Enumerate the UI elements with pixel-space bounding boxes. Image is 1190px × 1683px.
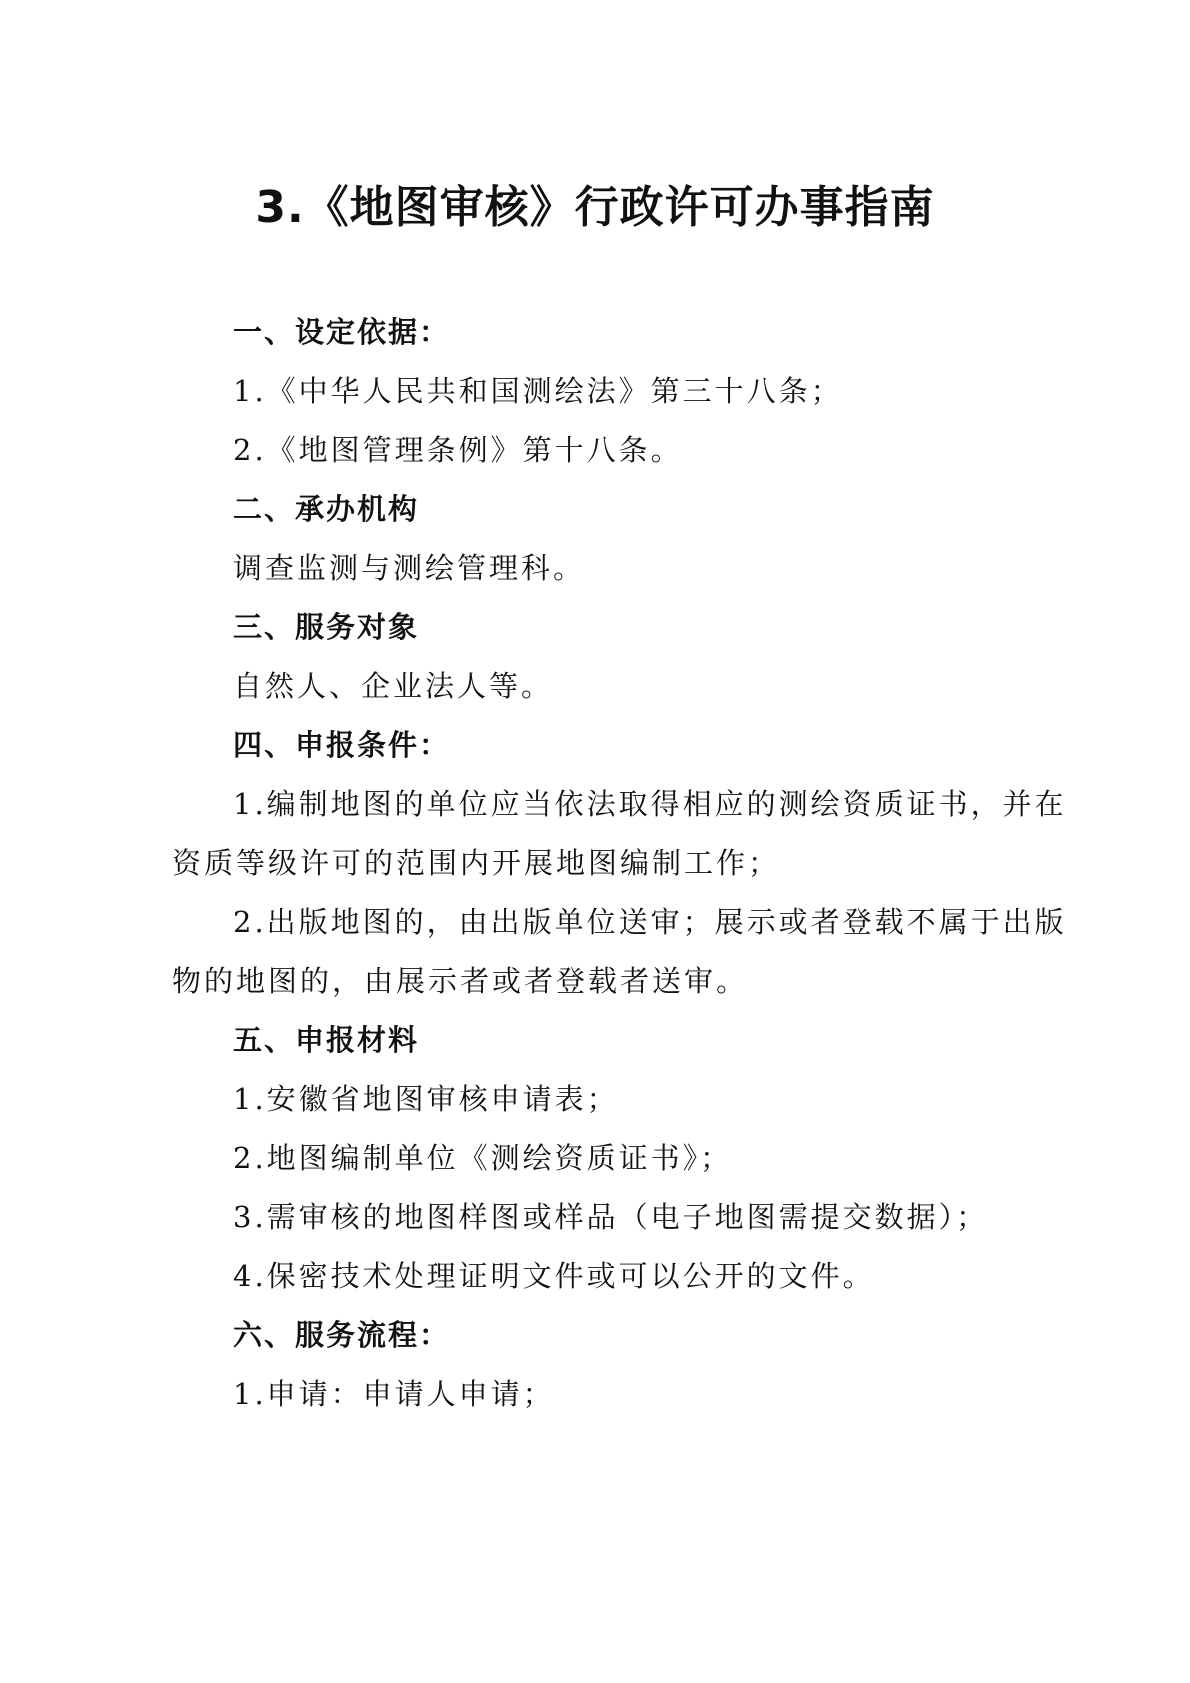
section-heading-conditions: 四、申报条件：	[233, 728, 451, 762]
condition-item-2-continued: 物的地图的，由展示者或者登载者送审。	[172, 964, 749, 998]
section-heading-agency: 二、承办机构	[233, 492, 420, 526]
material-item-3: 3.需审核的地图样图或样品（电子地图需提交数据）；	[233, 1200, 989, 1234]
material-item-1: 1.安徽省地图审核申请表；	[233, 1082, 619, 1116]
service-target-text: 自然人、企业法人等。	[233, 669, 554, 703]
section-heading-service-target: 三、服务对象	[233, 610, 420, 644]
material-item-2: 2.地图编制单位《测绘资质证书》；	[233, 1141, 733, 1175]
basis-item-1: 1.《中华人民共和国测绘法》第三十八条；	[233, 374, 843, 408]
section-heading-process: 六、服务流程：	[233, 1318, 451, 1352]
section-heading-basis: 一、设定依据：	[233, 315, 451, 349]
condition-item-2: 2.出版地图的，由出版单位送审；展示或者登载不属于出版	[233, 905, 1067, 939]
condition-item-1-continued: 资质等级许可的范围内开展地图编制工作；	[172, 846, 781, 880]
condition-item-1: 1.编制地图的单位应当依法取得相应的测绘资质证书，并在	[233, 787, 1067, 821]
document-title: 3.《地图审核》行政许可办事指南	[255, 182, 935, 233]
agency-text: 调查监测与测绘管理科。	[233, 551, 586, 585]
section-heading-materials: 五、申报材料	[233, 1023, 420, 1057]
basis-item-2: 2.《地图管理条例》第十八条。	[233, 433, 683, 467]
material-item-4: 4.保密技术处理证明文件或可以公开的文件。	[233, 1259, 875, 1293]
process-item-1: 1.申请：申请人申请；	[233, 1377, 555, 1411]
